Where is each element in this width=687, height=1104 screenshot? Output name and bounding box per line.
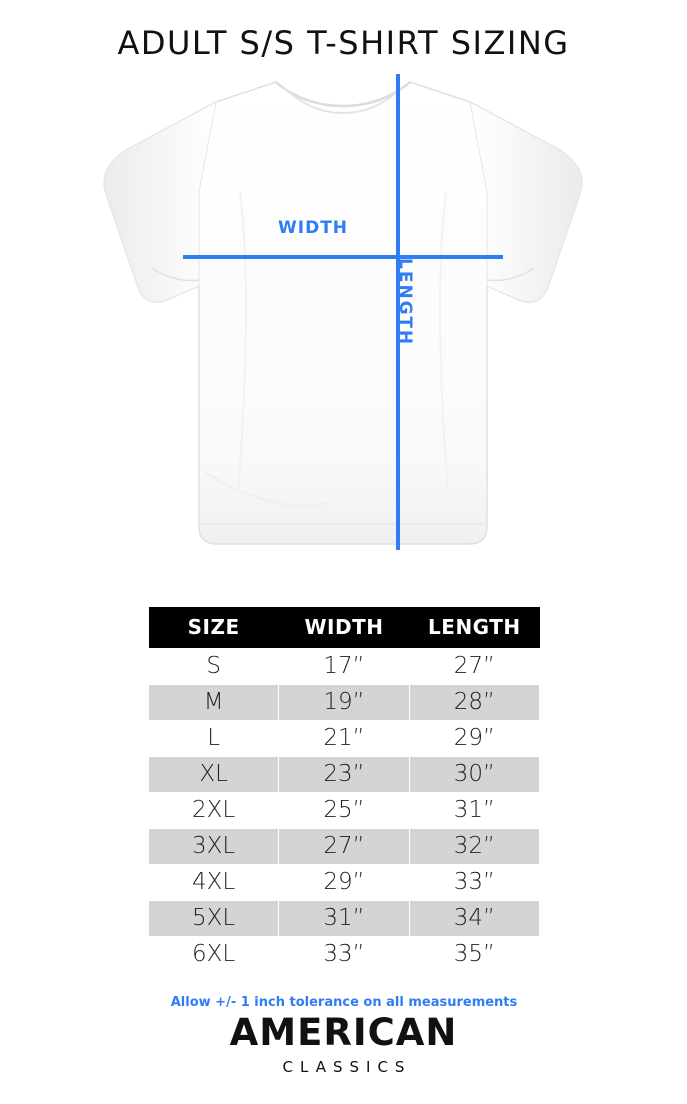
- brand-name: AMERICAN: [229, 1011, 458, 1054]
- cell-length: 35”: [409, 937, 539, 973]
- cell-length: 31”: [409, 793, 539, 829]
- cell-size: L: [149, 721, 279, 757]
- cell-size: 5XL: [149, 901, 279, 937]
- cell-size: 2XL: [149, 793, 279, 829]
- tshirt-illustration: [0, 72, 687, 552]
- cell-width: 21”: [279, 721, 409, 757]
- cell-size: S: [149, 649, 279, 685]
- header-size: SIZE: [149, 607, 279, 649]
- cell-size: XL: [149, 757, 279, 793]
- brand-logo: [0, 1011, 687, 1076]
- table-row: [149, 757, 540, 793]
- table-row: [149, 865, 540, 901]
- cell-length: 33”: [409, 865, 539, 901]
- width-label: WIDTH: [278, 218, 349, 238]
- cell-width: 23”: [279, 757, 409, 793]
- cell-size: 3XL: [149, 829, 279, 865]
- size-table: [148, 607, 540, 973]
- size-chart: [148, 607, 540, 1010]
- table-row: [149, 829, 540, 865]
- cell-width: 27”: [279, 829, 409, 865]
- cell-width: 25”: [279, 793, 409, 829]
- cell-length: 29”: [409, 721, 539, 757]
- length-label: LENGTH: [395, 258, 415, 347]
- table-row: [149, 685, 540, 721]
- table-header-row: [149, 607, 540, 649]
- cell-size: 6XL: [149, 937, 279, 973]
- table-row: [149, 721, 540, 757]
- cell-width: 29”: [279, 865, 409, 901]
- page-title: ADULT S/S T-SHIRT SIZING: [117, 24, 570, 62]
- table-row: [149, 793, 540, 829]
- tshirt-diagram: [0, 72, 687, 552]
- cell-length: 30”: [409, 757, 539, 793]
- cell-width: 17”: [279, 649, 409, 685]
- cell-size: 4XL: [149, 865, 279, 901]
- table-row: [149, 649, 540, 685]
- cell-width: 31”: [279, 901, 409, 937]
- header-length: LENGTH: [409, 607, 539, 649]
- cell-length: 34”: [409, 901, 539, 937]
- tolerance-note: Allow +/- 1 inch tolerance on all measurements: [170, 995, 518, 1010]
- cell-width: 19”: [279, 685, 409, 721]
- table-row: [149, 901, 540, 937]
- table-row: [149, 937, 540, 973]
- header-width: WIDTH: [279, 607, 409, 649]
- brand-subtitle: CLASSICS: [282, 1058, 412, 1076]
- cell-length: 27”: [409, 649, 539, 685]
- cell-length: 32”: [409, 829, 539, 865]
- cell-size: M: [149, 685, 279, 721]
- cell-length: 28”: [409, 685, 539, 721]
- cell-width: 33”: [279, 937, 409, 973]
